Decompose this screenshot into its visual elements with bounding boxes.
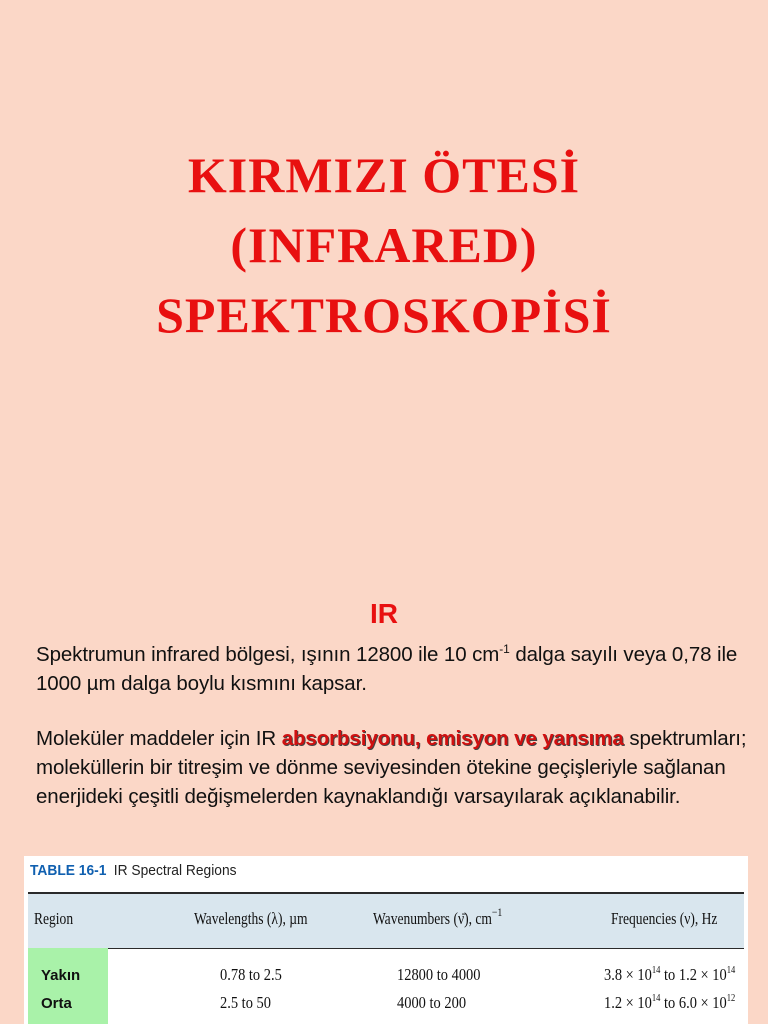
p1-text-a: Spektrumun infrared bölgesi, ışının 12800 ile 10 cm [36,643,500,666]
freq-a: 1.2 × 10 [604,993,652,1012]
paragraph-ir-range [36,640,756,698]
freq-a-exp: 14 [651,965,661,976]
row-wavenumber: 4000 to 200 [397,993,467,1012]
freq-mid: to 6.0 × 10 [660,993,727,1012]
section-heading: IR [370,598,398,629]
table-caption [30,862,237,879]
header-wavenumbers-text: Wavenumbers (ν̄), cm [373,909,492,928]
row-frequency [604,965,735,985]
table-row [28,962,744,990]
title-line-2: (INFRARED) [230,217,538,273]
table-row [28,990,744,1018]
header-region: Region [34,909,74,928]
header-wavenumbers-sup: −1 [491,905,503,919]
table-number: TABLE 16-1 [30,862,107,879]
freq-mid: to 1.2 × 10 [660,965,727,984]
freq-b-exp: 14 [726,965,736,976]
header-wavelengths: Wavelengths (λ), µm [194,909,308,928]
paragraph-ir-spectra [36,724,756,811]
row-wavenumber: 12800 to 4000 [397,965,481,984]
freq-a-exp: 14 [651,993,661,1004]
title-line-1: KIRMIZI ÖTESİ [187,147,581,203]
p1-text-b: dalga sayılı veya 0,78 ile 1000 µm dalga boylu kısmını kapsar. [36,643,738,695]
row-region: Orta [41,995,72,1012]
p2-text-b: spektrumları; moleküllerin bir titreşim ve dönme seviyesinden ötekine geçişleriyle sağlanan enerjideki çeşitli değişmelerden kaynaklandığı varsayılarak açıklanabilir. [36,727,747,808]
row-region: Yakın [41,967,81,984]
table-header-row [28,892,744,949]
header-frequencies: Frequencies (ν), Hz [611,909,718,928]
row-wavelength: 0.78 to 2.5 [220,965,282,984]
row-wavelength: 2.5 to 50 [220,993,271,1012]
p1-superscript: -1 [499,642,510,656]
slide-title [0,140,768,350]
table-caption-text: IR Spectral Regions [113,862,237,879]
title-line-3: SPEKTROSKOPİSİ [156,287,612,343]
ir-spectral-regions-table [24,856,748,1024]
p2-highlight: absorbsiyonu, emisyon ve yansıma [281,727,624,750]
p2-text-a: Moleküler maddeler için IR [36,727,282,750]
row-frequency [604,993,735,1013]
freq-a: 3.8 × 10 [604,965,652,984]
header-wavenumbers [373,905,503,929]
freq-b-exp: 12 [726,993,736,1004]
